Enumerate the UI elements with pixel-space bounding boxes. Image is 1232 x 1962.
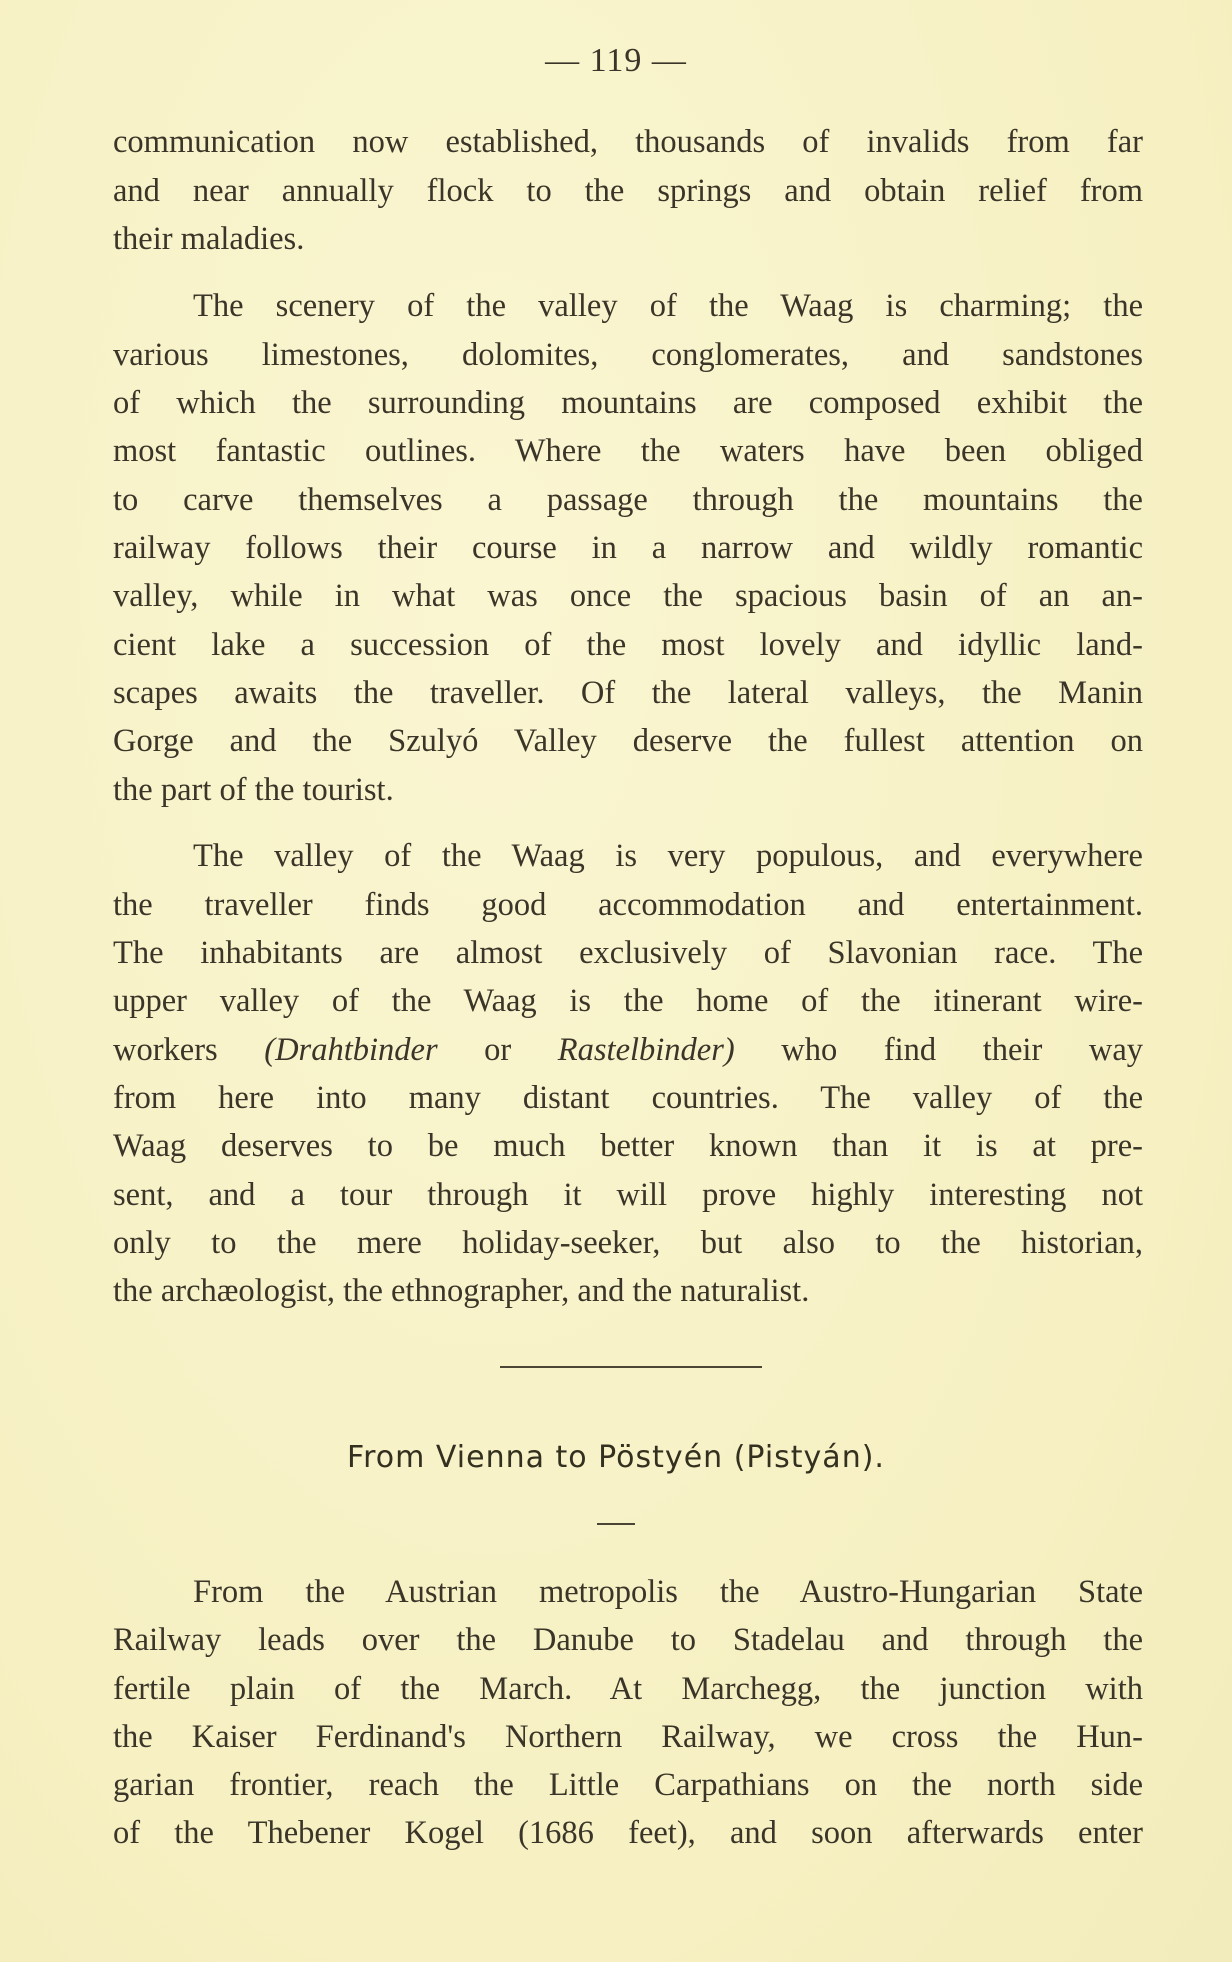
text-line: fertile plain of the March. At Marchegg, the junction with xyxy=(113,1671,1143,1707)
text-line: from here into many distant countries. The valley of the xyxy=(113,1080,1143,1116)
text-line: of the Thebener Kogel (1686 feet), and soon afterwards enter xyxy=(113,1815,1143,1851)
section-heading: From Vienna to Pöstyén (Pistyán). xyxy=(347,1440,885,1475)
italic-term: (Drahtbinder xyxy=(264,1032,438,1068)
section-divider xyxy=(500,1366,762,1368)
text-line: railway follows their course in a narrow and wildly romantic xyxy=(113,530,1143,566)
text-line: sent, and a tour through it will prove highly interesting not xyxy=(113,1177,1143,1213)
text-line: most fantastic outlines. Where the waters have been obliged xyxy=(113,433,1143,469)
paragraph-start: From the Austrian metropolis the Austro-Hungarian State xyxy=(193,1574,1143,1610)
paragraph-start: The valley of the Waag is very populous, and everywhere xyxy=(193,838,1143,874)
text-line: the part of the tourist. xyxy=(113,772,394,808)
text-line: valley, while in what was once the spacious basin of an an- xyxy=(113,578,1143,614)
text-line: The inhabitants are almost exclusively of Slavonian race. The xyxy=(113,935,1143,971)
text-line: communication now established, thousands of invalids from far xyxy=(113,124,1143,160)
text-line xyxy=(113,1030,1143,1070)
text-line: the archæologist, the ethnographer, and the naturalist. xyxy=(113,1273,810,1309)
page-number: — 119 — xyxy=(545,42,687,79)
text-line: their maladies. xyxy=(113,221,305,257)
text-fragment: or xyxy=(437,1032,558,1068)
italic-term: Rastelbinder) xyxy=(557,1032,735,1068)
text-line: upper valley of the Waag is the home of the itinerant wire- xyxy=(113,983,1143,1019)
text-line: cient lake a succession of the most lovely and idyllic land- xyxy=(113,627,1143,663)
text-line: Railway leads over the Danube to Stadelau and through the xyxy=(113,1622,1143,1658)
paragraph-start: The scenery of the valley of the Waag is charming; the xyxy=(193,288,1143,324)
text-line: to carve themselves a passage through the mountains the xyxy=(113,482,1143,518)
text-line: garian frontier, reach the Little Carpathians on the north side xyxy=(113,1767,1143,1803)
text-line: only to the mere holiday-seeker, but also to the historian, xyxy=(113,1225,1143,1261)
text-line: the Kaiser Ferdinand's Northern Railway, we cross the Hun- xyxy=(113,1719,1143,1755)
text-line: scapes awaits the traveller. Of the lateral valleys, the Manin xyxy=(113,675,1143,711)
text-line: the traveller finds good accommodation and entertainment. xyxy=(113,887,1143,923)
text-line: Waag deserves to be much better known than it is at pre- xyxy=(113,1128,1143,1164)
text-line: of which the surrounding mountains are composed exhibit the xyxy=(113,385,1143,421)
text-line: various limestones, dolomites, conglomerates, and sandstones xyxy=(113,337,1143,373)
heading-underline xyxy=(597,1523,635,1525)
text-fragment: workers xyxy=(113,1032,265,1068)
text-fragment: who find their way xyxy=(734,1032,1143,1068)
text-line: and near annually flock to the springs and obtain relief from xyxy=(113,173,1143,209)
text-line: Gorge and the Szulyó Valley deserve the fullest attention on xyxy=(113,723,1143,759)
